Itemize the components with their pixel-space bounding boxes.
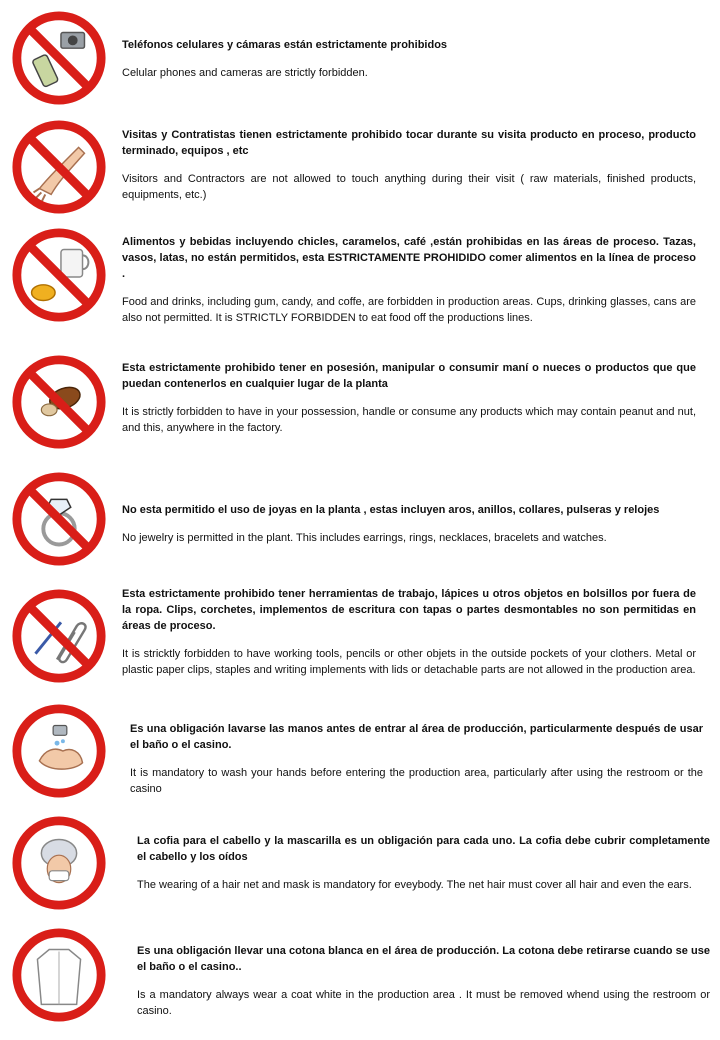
hairnet-mask-icon bbox=[41, 839, 76, 882]
rule-text-es: Alimentos y bebidas incluyendo chicles, caramelos, café ,están prohibidas en las áreas de proceso. Tazas, vasos, latas, no están permitidos, esta ESTRICTAMENTE PROHIDIDO comer alimentos en la línea de proceso . bbox=[122, 236, 696, 280]
rule-item bbox=[0, 924, 720, 1040]
rule-text-es: Es una obligación lavarse las manos antes de entrar al área de producción, particularmente después de usar el baño o el casino. bbox=[130, 723, 703, 751]
rule-text-es: Teléfonos celulares y cámaras están estrictamente prohibidos bbox=[122, 39, 448, 51]
rule-item bbox=[0, 466, 720, 578]
rule-text-es: Esta estrictamente prohibido tener en posesión, manipular o consumir maní o nueces o productos que que puedan contenerlos en cualquier lugar de la planta bbox=[122, 362, 696, 390]
hand-touch-icon bbox=[34, 147, 85, 202]
mandatory-sign bbox=[10, 702, 108, 800]
rule-text-es: Es una obligación llevar una cotona blanca en el área de producción. La cotona debe retirarse cuando se use el baño o el casino.. bbox=[137, 945, 710, 973]
prohibition-sign bbox=[10, 470, 108, 568]
rule-item bbox=[0, 578, 720, 696]
rule-item bbox=[0, 808, 720, 924]
rule-text-en: It is mandatory to wash your hands before entering the production area, particularly after using the restroom or the casino bbox=[130, 767, 703, 795]
rule-text-es: La cofia para el cabello y la mascarilla es un obligación para cada uno. La cofia debe cubrir completamente el cabello y los oídos bbox=[137, 835, 710, 863]
prohibition-sign bbox=[10, 587, 108, 685]
mandatory-sign bbox=[10, 926, 108, 1024]
white-coat-icon bbox=[37, 950, 80, 1005]
prohibition-sign bbox=[10, 353, 108, 451]
rule-item bbox=[0, 0, 720, 108]
rule-text-en: The wearing of a hair net and mask is mandatory for eveybody. The net hair must cover all hair and even the ears. bbox=[137, 879, 692, 891]
mandatory-sign bbox=[10, 814, 108, 912]
rule-item bbox=[0, 218, 720, 348]
rule-text-en: Food and drinks, including gum, candy, and coffe, are forbidden in production areas. Cups, drinking glasses, cans are also not permitted. It is STRICTLY FORBIDDEN to eat food off the productions lines. bbox=[122, 296, 696, 324]
hand-wash-icon bbox=[39, 726, 82, 770]
prohibition-sign bbox=[10, 118, 108, 216]
rule-text-en: It is strictly forbidden to have in your possession, handle or consume any products which may contain peanut and nut, and this, anywhere in the factory. bbox=[122, 406, 696, 434]
rule-item bbox=[0, 348, 720, 466]
rule-text-es: Visitas y Contratistas tienen estrictamente prohibido tocar durante su visita producto en proceso, producto terminado, equipos , etc bbox=[122, 129, 696, 157]
rule-text-en: Is a mandatory always wear a coat white in the production area . It must be removed whend using the restroom or casino. bbox=[137, 989, 710, 1017]
rule-item bbox=[0, 696, 720, 808]
rule-text-en: It is stricktly forbidden to have working tools, pencils or other objets in the outside pockets of your clothers. Metal or plastic paper clips, staples and writing implements with lids or detachable parts are not allowed in the production area. bbox=[122, 648, 696, 676]
prohibition-sign bbox=[10, 226, 108, 324]
rule-text-es: Esta estrictamente prohibido tener herramientas de trabajo, lápices u otros objetos en bolsillos por fuera de la ropa. Clips, corchetes, implementos de escritura con tapas o partes desmontables no son permitidas en áreas de proceso. bbox=[122, 588, 696, 632]
rule-text-en: Visitors and Contractors are not allowed to touch anything during their visit ( raw materials, finished products, equipments, etc.) bbox=[122, 173, 696, 201]
rule-item bbox=[0, 108, 720, 218]
rule-text-es: No esta permitido el uso de joyas en la planta , estas incluyen aros, anillos, collares, pulseras y relojes bbox=[122, 504, 660, 516]
prohibition-sign bbox=[10, 9, 108, 107]
rule-text-en: Celular phones and cameras are strictly forbidden. bbox=[122, 67, 368, 79]
rule-text-en: No jewelry is permitted in the plant. This includes earrings, rings, necklaces, bracelets and watches. bbox=[122, 532, 607, 544]
